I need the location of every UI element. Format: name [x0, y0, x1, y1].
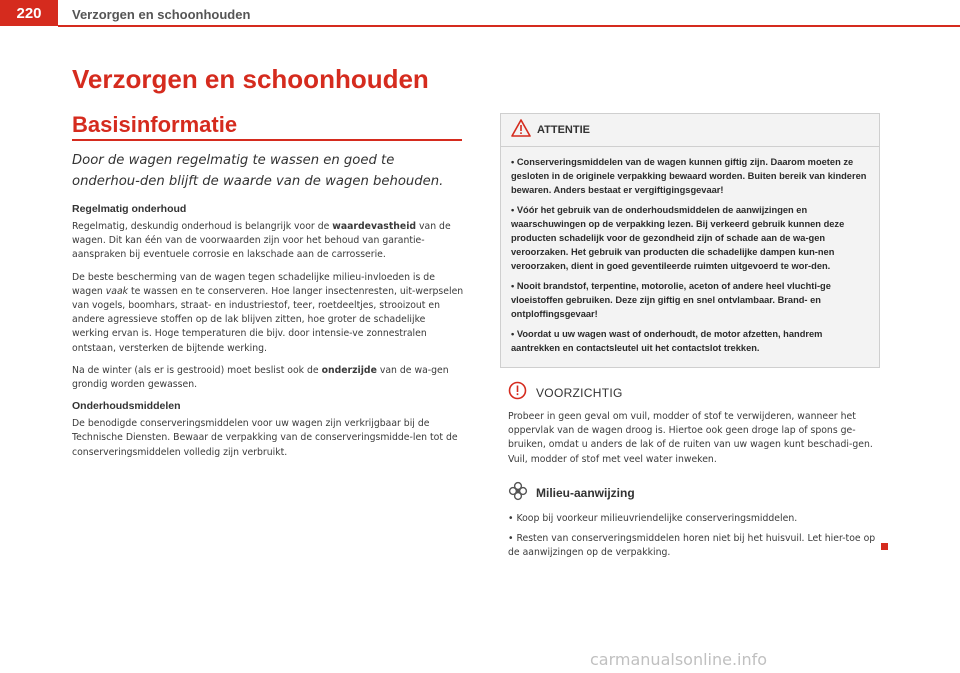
warning-list [501, 147, 879, 355]
page-number: 220 [0, 0, 58, 26]
warning-item: • Conserveringsmiddelen van de wagen kunnen giftig zijn. Daarom moeten ze gesloten in de originele verpakking bewaard worden. Buiten bereik van kinderen bewaren. Anders bestaat er vergiftigingsgevaar! [511, 157, 867, 195]
caution-exclamation-icon [508, 381, 527, 404]
chapter-title: Verzorgen en schoonhouden [72, 64, 429, 94]
warning-item: • Nooit brandstof, terpentine, motorolie, aceton of andere heel vluchti-ge vloeistoffen gebruiken. Deze zijn giftig en snel ontvlambaar. Brand- en ontploffingsgevaar! [511, 281, 831, 319]
regular-maintenance-heading: Regelmatig onderhoud [72, 203, 187, 215]
caution-text: Probeer in geen geval om vuil, modder of stof te verwijderen, wanneer het oppervlak van de wagen droog is. Hiertoe ook geen droge lap of spons ge-bruiken, omdat u anders de lak of de ruiten van uw wagen kunt beschadi-gen. Vuil, modder of stof met veel water inweken. [508, 411, 873, 465]
warning-box [500, 113, 880, 368]
section-rule [72, 139, 462, 141]
emphasis-onderzijde: onderzijde [321, 364, 377, 376]
warning-item: • Voordat u uw wagen wast of onderhoudt, de motor afzetten, handrem aantrekken en contactsleutel uit het contactslot trekken. [511, 329, 823, 353]
left-column [72, 150, 464, 468]
warning-title: ATTENTIE [537, 124, 590, 136]
watermark: carmanualsonline.info [590, 650, 768, 669]
products-heading: Onderhoudsmiddelen [72, 400, 181, 413]
warning-item: • Vóór het gebruik van de onderhoudsmiddelen de aanwijzingen en waarschuwingen op de verpakking lezen. Bij verkeerd gebruik kunnen deze producten schadelijk voor de gezondheid zijn of schade aan de wa-gen veroorzaken. Het gebruik van producten die schadelijke dampen kun-nen veroorzaken, dient in goed geventileerde ruimten uitgevoerd te wor-den. [511, 205, 845, 271]
caution-header [508, 381, 880, 404]
caution-block [508, 381, 880, 566]
end-of-section-marker [881, 543, 888, 550]
emphasis-waardevastheid: waardevastheid [332, 221, 417, 232]
regular-maintenance-paragraph-3: Na de winter (als er is gestrooid) moet beslist ook de onderzijde van de wa-gen grondig worden gewassen. [72, 364, 449, 391]
products-paragraph: De benodigde conserveringsmiddelen voor uw wagen zijn verkrijgbaar bij de Technische Diensten. Bewaar de verpakking van de conserveringsmidde-len tot de conserveringsmiddelen volledig zijn verbruikt. [72, 418, 458, 458]
warning-triangle-icon [511, 119, 531, 141]
running-header-title: Verzorgen en schoonhouden [72, 7, 251, 22]
environment-item: • Koop bij voorkeur milieuvriendelijke conserveringsmiddelen. [508, 512, 798, 524]
emphasis-vaak: vaak [105, 285, 129, 297]
environment-header [508, 481, 880, 505]
warning-header [501, 114, 879, 147]
regular-maintenance-paragraph-2: De beste bescherming van de wagen tegen schadelijke milieu-invloeden is de wagen vaak te wassen en te conserveren. Hoe langer insectenresten, uit-werpselen van vogels, boomhars, straat- en industriestof, teer, roetdeeltjes, strooizout en andere agressieve stoffen op de lak blijven zitten, hoe groter de schadelijke werking ervan is. Hoge temperaturen die bijv. door intensie-ve zonnestralen ontstaan, versterken de bijtende werking. [72, 271, 464, 354]
caution-title: VOORZICHTIG [536, 385, 623, 400]
environment-flower-icon [508, 481, 528, 505]
environment-item: • Resten van conserveringsmiddelen horen niet bij het huisvuil. Let hier-toe op de aanwijzingen op de verpakking. [508, 533, 876, 559]
regular-maintenance-paragraph-1: Regelmatig, deskundig onderhoud is belangrijk voor de waardevastheid van de wagen. Dit kan één van de voorwaarden zijn voor het behoud van garantie-aanspraken bij eventuele corrosie en lakschade aan de carrosserie. [72, 221, 451, 261]
intro-text: Door de wagen regelmatig te wassen en goed te onderhou-den blijft de waarde van de wagen behouden. [72, 153, 444, 189]
environment-title: Milieu-aanwijzing [536, 485, 635, 500]
header-rule [58, 25, 960, 27]
section-title: Basisinformatie [72, 112, 238, 137]
